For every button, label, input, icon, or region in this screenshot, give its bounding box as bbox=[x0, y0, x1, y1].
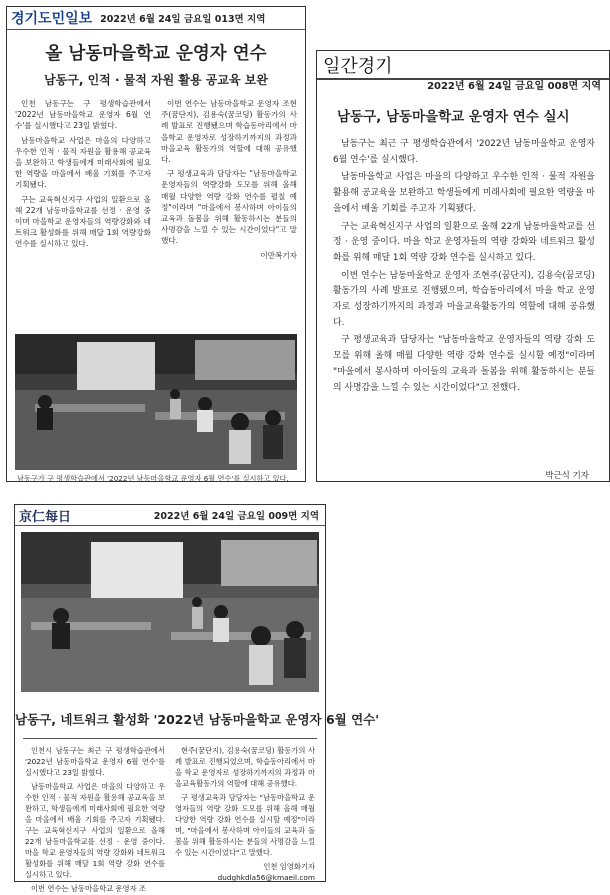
byline: 박근식 기자 bbox=[545, 471, 589, 481]
article-column-right bbox=[161, 98, 297, 330]
headline: 올 남동마을학교 운영자 연수 bbox=[45, 44, 267, 64]
paragraph: 남동구는 최근 구 평생학습관에서 '2022년 남동마을학교 운영자 6월 연수'를 실시했다. bbox=[333, 139, 595, 165]
paragraph: 이번 연수는 남동마을학교 운영자 조 bbox=[31, 884, 147, 893]
article-body bbox=[7, 98, 305, 330]
headline: 남동구, 남동마을학교 운영자 연수 실시 bbox=[337, 109, 570, 125]
masthead bbox=[15, 505, 325, 526]
paragraph: 구 평생교육과 담당자는 "남동마을학교 운영자들의 역량강화 도모를 위해 올해 매월 다양한 역량 강화 연수를 펼칠 예정"이라며 "마을에서 봉사하며 아이들의 교육과 돌봄을 위해 활동하시는 분들의 사명감을 느낄 수 있는 시간이었다"고 말했다. bbox=[161, 169, 297, 246]
article-clip-kyeongin-maeil bbox=[14, 504, 380, 893]
article-photo bbox=[15, 334, 297, 470]
dateline: 2022년 6월 24일 금요일 008면 지역 bbox=[427, 81, 601, 92]
headline: 남동구, 네트워크 활성화 '2022년 남동마을학교 운영자 6월 연수' bbox=[15, 712, 380, 727]
paragraph: 현주(꿈단지), 김용숙(꿈코딩) 활동가의 사례 발표로 진행되었으며, 학습동아리에서 마을 학교 운영자로 성장하기까지의 과정과 마을교육활동가의 역할에 대해 공유했다. bbox=[175, 746, 315, 788]
email-address: dudghkdla56@kmaeil.com bbox=[217, 873, 315, 882]
paragraph: 구 평생교육과 담당자는 "남동마을학교 운영자들의 역량 강화 도모를 위해 올해 매월 다양한 역량 강화 연수를 실시할 예정"이라며 "마을에서 봉사하며 아이들의 교육과 돌봄을 위해 활동하시는 분들의 사명감을 느낄 수 있는 시간이었다"고 전했다. bbox=[333, 335, 595, 393]
paragraph: 구 평생교육과 담당자는 "남동마을학교 운영자들의 역량 강화 도모를 위해 올해 매월 다양한 역량 강화 연수를 실시할 예정"이라며, "마을에서 봉사하며 아이들의 교육과 돌봄을 위해 활동하시는 분들의 사명감을 느낄 수 있는 시간이었다"고 말했다. bbox=[175, 793, 315, 857]
article-column-left bbox=[25, 745, 165, 895]
article-body bbox=[15, 745, 325, 895]
article-clip-ilgan-gyeonggi bbox=[316, 50, 610, 482]
paragraph: 남동마을학교 사업은 마을의 다양하고 우수한 인적 · 물적 자원을 활용해 공교육을 보완하고 학생들에게 미래사회에 필요한 역량을 마을에서 배울 기회를 주고자 기획됐다. bbox=[15, 135, 151, 190]
paragraph: 남동마을학교 사업은 마을의 다양하고 우수한 인적 · 물적 자원을 활용해 공교육을 보완하고, 학생들에게 미래사회에 필요한 역량을 마을에서 배울 기회를 주고자 기획됐다. 구는 교육혁신지구 사업의 일환으로 올해 22개 남동마을학교를 선정 · 운영 중이다. 마을 학교 운영자들의 역량 강화와 네트워크 활성화를 위해 매달 1회 역량 강화 연수를 실시하고 있다. bbox=[25, 782, 165, 879]
article-clip-gyeonggi-domin bbox=[6, 6, 306, 482]
paragraph: 남동마을학교 사업은 마을의 다양하고 우수한 인적 · 물적 자원을 활용해 공교육을 보완하고 학생들에게 미래사회에 필요한 역량을 마을에서 배울 기회를 주고자 기획됐다. bbox=[333, 172, 595, 214]
article-body bbox=[317, 137, 609, 467]
paragraph: 인천 남동구는 구 평생학습관에서 '2022년 남동마을학교 운영자 6월 연수'를 실시했다고 23일 밝혔다. bbox=[15, 99, 151, 131]
byline: 인천 임영화기자 bbox=[263, 862, 315, 871]
byline: 이만복기자 bbox=[260, 250, 297, 260]
subheadline: 남동구, 인적 · 물적 자원 활용 공교육 보완 bbox=[44, 73, 268, 87]
newspaper-logo: 경기도민일보 bbox=[11, 11, 93, 27]
newspaper-logo: 일간경기 bbox=[323, 55, 393, 77]
classroom-photo-illustration bbox=[15, 334, 297, 470]
photo-caption: 남동구가 구 평생학습관에서 '2022년 남동마을학교 운영자 6월 연수'를 실시하고 있다. bbox=[17, 474, 289, 483]
paragraph: 구는 교육혁신지구 사업의 일환으로 올해 22개 남동마을학교를 선정 · 운영 중이며 마을학교 운영자들의 역량강화와 네트워크 활성화를 위해 매달 1회 역량강화 연수를 실시하고 있다. bbox=[15, 194, 151, 249]
paragraph: 이번 연수는 남동마을학교 운영자 조현주(꿈단지), 김용숙(꿈코딩) 활동가의 사례 발표로 진행됐으며 학습동아리에서 마을학교 운영자로 성장하기까지의 과정과 마을교육 활동가의 역할에 대해 공유했다. bbox=[161, 99, 297, 165]
masthead bbox=[7, 7, 305, 30]
dateline: 2022년 6월 24일 금요일 009면 지역 bbox=[153, 511, 319, 522]
dateline: 2022년 6월 24일 금요일 013면 지역 bbox=[100, 14, 266, 25]
newspaper-logo: 京仁每日 bbox=[19, 509, 72, 525]
paragraph: 구는 교육혁신지구 사업의 일환으로 올해 22개 남동마을학교를 선정 · 운영 중이다. 마을 학교 운영자들의 역량 강화와 네트워크 활성화를 위해 매달 1회 역량 강화 연수를 실시하고 있다. bbox=[333, 221, 595, 263]
paragraph: 이번 연수는 남동마을학교 운영자 조현주(꿈단지), 김용숙(꿈코딩) 활동가의 사례 발표로 진행됐으며, 학습동아리에서 마을 학교 운영자로 성장하기까지의 과정과 마을교육활동가의 역할에 대해 공유했다. bbox=[333, 270, 595, 328]
article-column-right bbox=[175, 745, 315, 895]
article-column-left bbox=[15, 98, 151, 330]
paragraph: 인천시 남동구는 최근 구 평생학습관에서 '2022년 남동마을학교 운영자 6월 연수'를 실시했다고 23일 밝혔다. bbox=[25, 746, 165, 777]
classroom-photo-illustration bbox=[21, 532, 319, 692]
article-photo bbox=[21, 532, 319, 692]
divider bbox=[23, 738, 317, 739]
